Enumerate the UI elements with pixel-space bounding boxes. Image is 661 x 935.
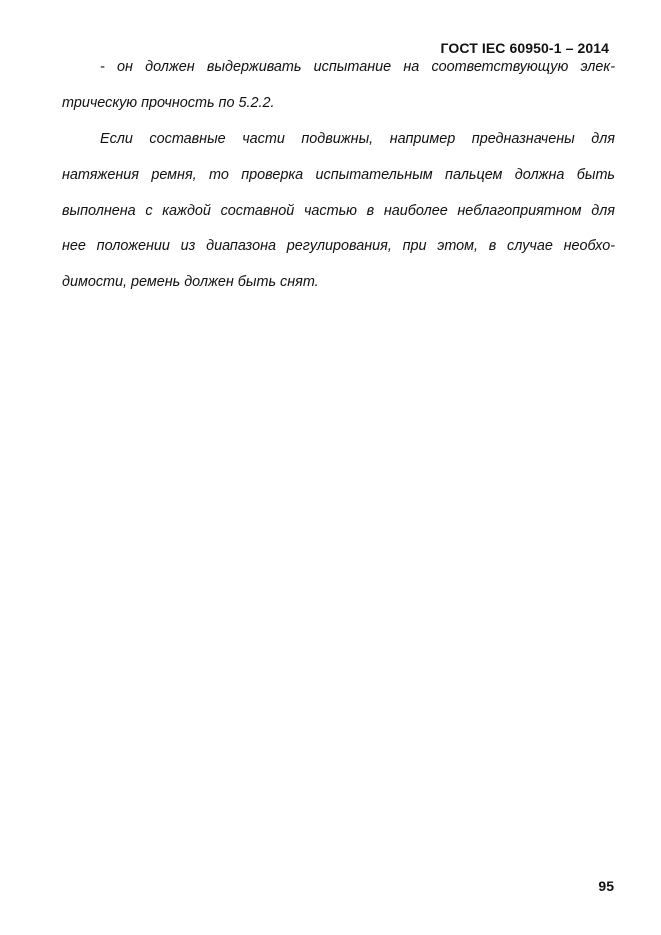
text-line: нее положении из диапазона регулирования, при этом, в случае необхо- [62, 238, 615, 254]
text-line: выполнена с каждой составной частью в наиболее неблагоприятном для [62, 203, 615, 219]
standard-header: ГОСТ IEC 60950-1 – 2014 [440, 40, 609, 56]
text-line: трическую прочность по 5.2.2. [62, 95, 275, 111]
text-line: димости, ремень должен быть снят. [62, 274, 319, 290]
text-line: - он должен выдерживать испытание на соответствующую элек- [100, 59, 615, 75]
page-number: 95 [598, 878, 614, 894]
text-line: Если составные части подвижны, например предназначены для [100, 131, 615, 147]
text-line: натяжения ремня, то проверка испытательным пальцем должна быть [62, 167, 615, 183]
